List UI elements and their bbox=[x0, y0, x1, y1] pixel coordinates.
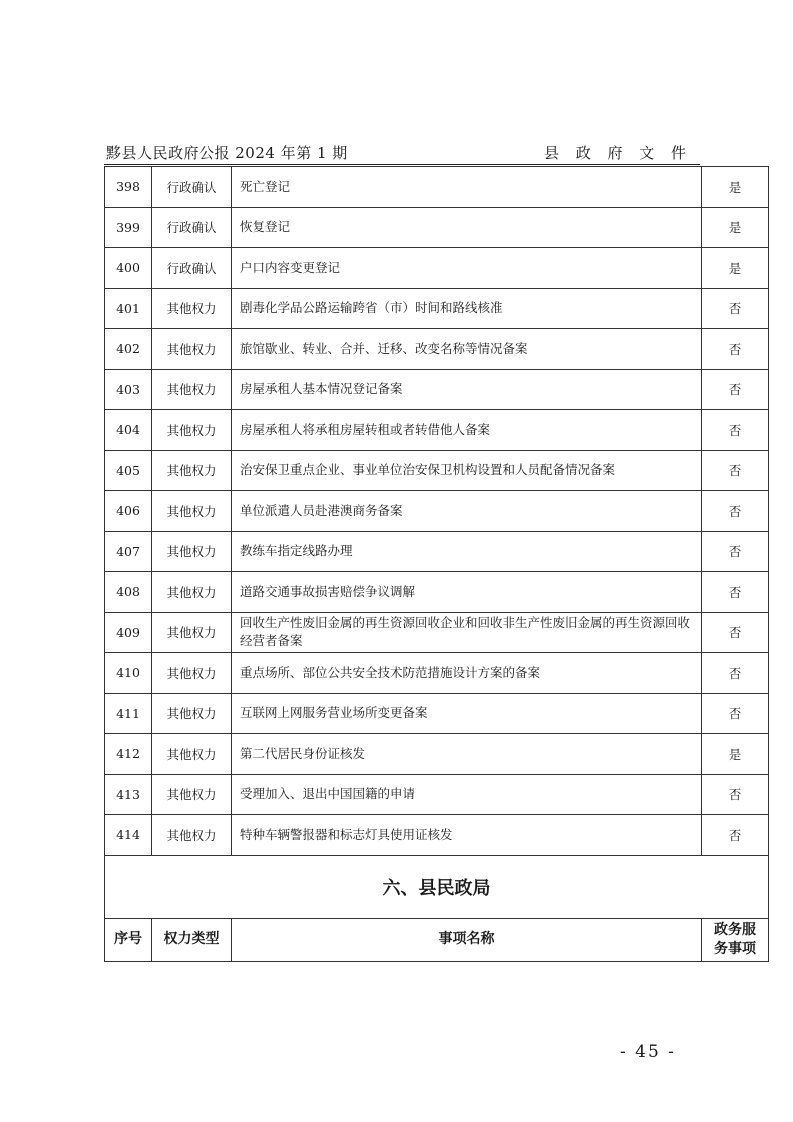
section-label: 县 政 府 文 件 bbox=[543, 144, 692, 162]
row-item-name: 死亡登记 bbox=[232, 167, 702, 208]
row-number: 409 bbox=[105, 612, 152, 653]
row-number: 406 bbox=[105, 491, 152, 532]
row-service-flag: 否 bbox=[702, 410, 769, 451]
row-number: 400 bbox=[105, 248, 152, 289]
row-item-name: 互联网上网服务营业场所变更备案 bbox=[232, 693, 702, 734]
row-number: 399 bbox=[105, 207, 152, 248]
row-power-type: 其他权力 bbox=[152, 450, 232, 491]
row-number: 405 bbox=[105, 450, 152, 491]
section-title-row bbox=[105, 855, 769, 918]
col-header-name: 事项名称 bbox=[232, 918, 702, 961]
row-service-flag: 否 bbox=[702, 450, 769, 491]
row-power-type: 其他权力 bbox=[152, 815, 232, 856]
row-service-flag: 否 bbox=[702, 531, 769, 572]
row-service-flag: 是 bbox=[702, 167, 769, 208]
row-number: 407 bbox=[105, 531, 152, 572]
row-item-name: 回收生产性废旧金属的再生资源回收企业和回收非生产性废旧金属的再生资源回收经营者备案 bbox=[232, 612, 702, 653]
table-row bbox=[105, 612, 769, 653]
table-row bbox=[105, 369, 769, 410]
table-row bbox=[105, 572, 769, 613]
table-row bbox=[105, 491, 769, 532]
row-item-name: 单位派遣人员赴港澳商务备案 bbox=[232, 491, 702, 532]
table-row bbox=[105, 734, 769, 775]
row-power-type: 行政确认 bbox=[152, 207, 232, 248]
row-power-type: 行政确认 bbox=[152, 248, 232, 289]
table-row bbox=[105, 531, 769, 572]
table-row bbox=[105, 207, 769, 248]
row-item-name: 恢复登记 bbox=[232, 207, 702, 248]
col-header-num: 序号 bbox=[105, 918, 152, 961]
row-number: 404 bbox=[105, 410, 152, 451]
row-item-name: 教练车指定线路办理 bbox=[232, 531, 702, 572]
table-row bbox=[105, 774, 769, 815]
row-power-type: 其他权力 bbox=[152, 531, 232, 572]
row-service-flag: 是 bbox=[702, 734, 769, 775]
col-header-flag bbox=[702, 918, 769, 961]
row-power-type: 其他权力 bbox=[152, 693, 232, 734]
row-number: 410 bbox=[105, 653, 152, 694]
row-number: 398 bbox=[105, 167, 152, 208]
table-row bbox=[105, 410, 769, 451]
row-power-type: 其他权力 bbox=[152, 774, 232, 815]
row-power-type: 其他权力 bbox=[152, 734, 232, 775]
column-header-row bbox=[105, 918, 769, 961]
row-number: 414 bbox=[105, 815, 152, 856]
row-power-type: 其他权力 bbox=[152, 410, 232, 451]
page-number: - 45 - bbox=[620, 1042, 676, 1062]
row-service-flag: 是 bbox=[702, 248, 769, 289]
table-row bbox=[105, 167, 769, 208]
table-row bbox=[105, 450, 769, 491]
row-item-name: 户口内容变更登记 bbox=[232, 248, 702, 289]
table-row bbox=[105, 248, 769, 289]
row-item-name: 第二代居民身份证核发 bbox=[232, 734, 702, 775]
row-power-type: 其他权力 bbox=[152, 491, 232, 532]
table-row bbox=[105, 288, 769, 329]
row-item-name: 道路交通事故损害赔偿争议调解 bbox=[232, 572, 702, 613]
row-number: 401 bbox=[105, 288, 152, 329]
row-service-flag: 否 bbox=[702, 288, 769, 329]
row-service-flag: 否 bbox=[702, 491, 769, 532]
row-power-type: 其他权力 bbox=[152, 572, 232, 613]
row-service-flag: 否 bbox=[702, 369, 769, 410]
table-row bbox=[105, 693, 769, 734]
section-title: 六、县民政局 bbox=[105, 855, 769, 918]
row-item-name: 特种车辆警报器和标志灯具使用证核发 bbox=[232, 815, 702, 856]
row-service-flag: 否 bbox=[702, 693, 769, 734]
table-row bbox=[105, 329, 769, 370]
row-power-type: 其他权力 bbox=[152, 612, 232, 653]
row-item-name: 受理加入、退出中国国籍的申请 bbox=[232, 774, 702, 815]
table-row bbox=[105, 815, 769, 856]
table-body bbox=[105, 167, 769, 856]
row-power-type: 其他权力 bbox=[152, 329, 232, 370]
row-service-flag: 否 bbox=[702, 774, 769, 815]
row-service-flag: 否 bbox=[702, 572, 769, 613]
row-item-name: 房屋承租人将承租房屋转租或者转借他人备案 bbox=[232, 410, 702, 451]
row-item-name: 旅馆歇业、转业、合并、迁移、改变名称等情况备案 bbox=[232, 329, 702, 370]
row-number: 412 bbox=[105, 734, 152, 775]
row-service-flag: 否 bbox=[702, 815, 769, 856]
row-number: 411 bbox=[105, 693, 152, 734]
row-number: 403 bbox=[105, 369, 152, 410]
row-item-name: 剧毒化学品公路运输跨省（市）时间和路线核准 bbox=[232, 288, 702, 329]
row-item-name: 重点场所、部位公共安全技术防范措施设计方案的备案 bbox=[232, 653, 702, 694]
col-header-type: 权力类型 bbox=[152, 918, 232, 961]
row-item-name: 房屋承租人基本情况登记备案 bbox=[232, 369, 702, 410]
row-service-flag: 否 bbox=[702, 329, 769, 370]
bulletin-title: 黟县人民政府公报 2024 年第 1 期 bbox=[106, 144, 348, 162]
row-item-name: 治安保卫重点企业、事业单位治安保卫机构设置和人员配备情况备案 bbox=[232, 450, 702, 491]
row-service-flag: 否 bbox=[702, 653, 769, 694]
row-number: 413 bbox=[105, 774, 152, 815]
table-row bbox=[105, 653, 769, 694]
row-service-flag: 是 bbox=[702, 207, 769, 248]
row-number: 402 bbox=[105, 329, 152, 370]
row-power-type: 其他权力 bbox=[152, 288, 232, 329]
col-header-flag-text: 政务服务事项 bbox=[714, 921, 756, 957]
row-power-type: 其他权力 bbox=[152, 369, 232, 410]
page-header bbox=[104, 142, 700, 165]
row-service-flag: 否 bbox=[702, 612, 769, 653]
row-power-type: 行政确认 bbox=[152, 167, 232, 208]
row-number: 408 bbox=[105, 572, 152, 613]
power-list-table bbox=[104, 166, 769, 962]
row-power-type: 其他权力 bbox=[152, 653, 232, 694]
